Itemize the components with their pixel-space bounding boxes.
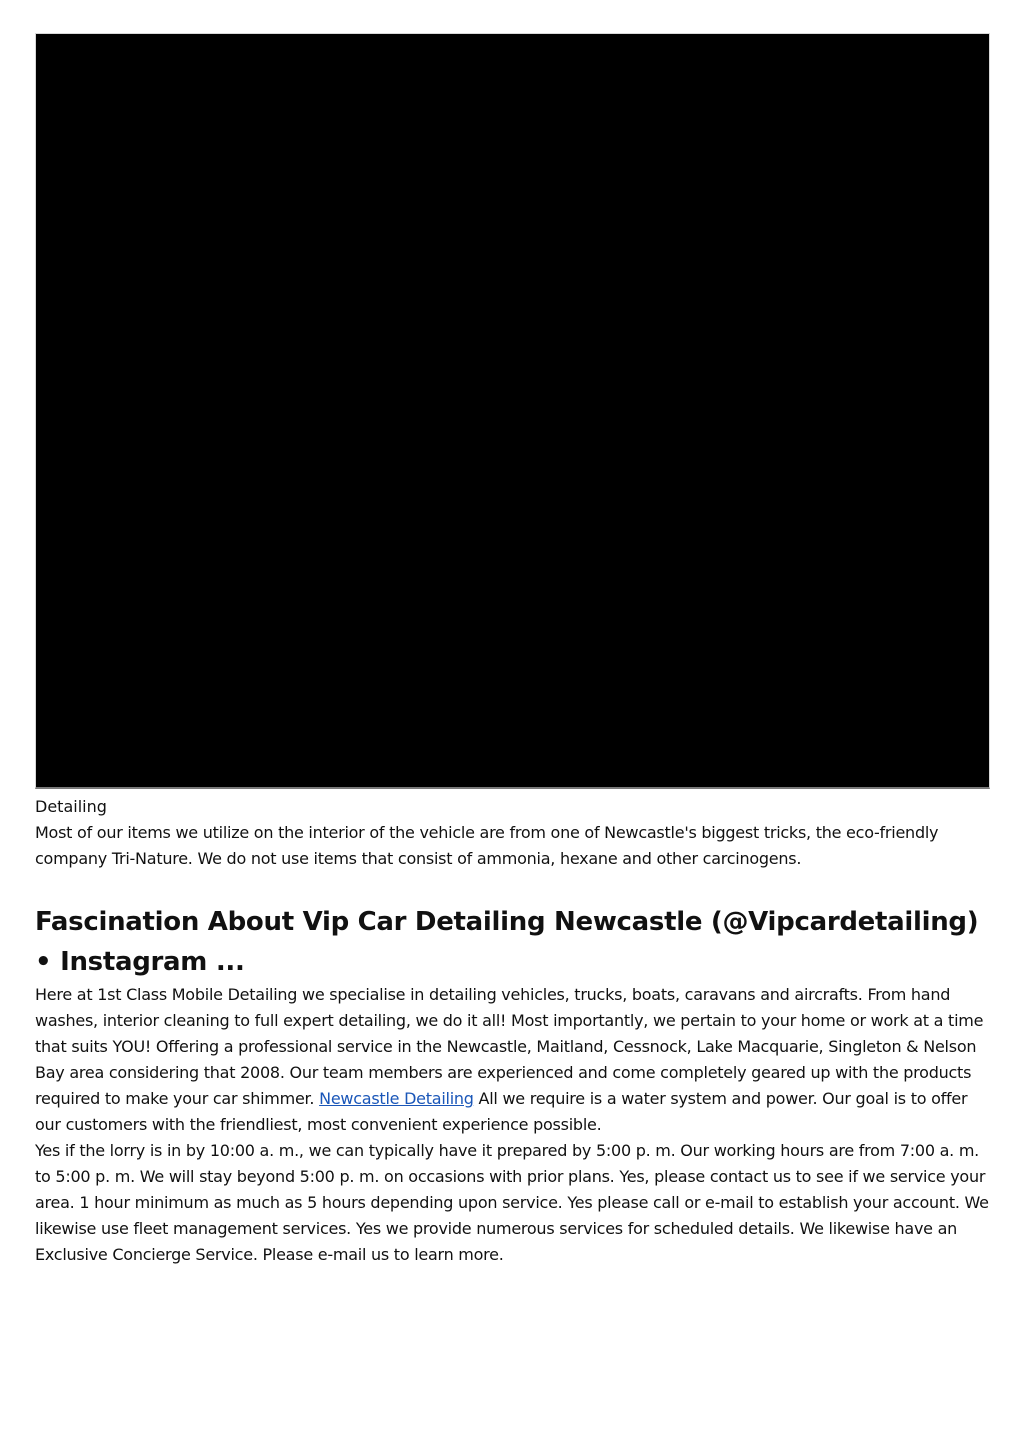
article-paragraph-2: Yes if the lorry is in by 10:00 a. m., we can typically have it prepared by 5:00 p. m. Our working hours are from 7:00 a. m. to 5:00 p. m. We will stay beyond 5:00 p. m. on occasions with prior plans. Yes, please contact us to see if we service your area. 1 hour minimum as much as 5 hours depending upon service. Yes please call or e-mail to establish your account. We likewise use fleet management services. Yes we provide numerous services for scheduled details. We likewise have an Exclusive Concierge Service. Please e-mail us to learn more. xyxy=(35,1141,989,1264)
newcastle-detailing-link[interactable]: Newcastle Detailing xyxy=(319,1089,474,1108)
hero-image xyxy=(35,33,990,789)
paragraph-1-text-before-link: Here at 1st Class Mobile Detailing we specialise in detailing vehicles, trucks, boats, caravans and aircrafts. From hand washes, interior cleaning to full expert detailing, we do it all! Most importantly, we pertain to your home or work at a time that suits YOU! Offering a professional service in the Newcastle, Maitland, Cessnock, Lake Macquarie, Singleton & Nelson Bay area considering that 2008. Our team members are experienced and come completely geared up with the products required to make your car shimmer. xyxy=(35,985,984,1108)
image-caption: Detailing xyxy=(35,797,107,816)
article-paragraph-1 xyxy=(35,982,991,1138)
article-heading: Fascination About Vip Car Detailing Newcastle (@Vipcardetailing) • Instagram ... xyxy=(35,907,979,977)
paragraph-1-text-after-link: All we require is a water system and power. Our goal is to offer our customers with the friendliest, most convenient experience possible. xyxy=(35,1089,968,1134)
intro-paragraph: Most of our items we utilize on the interior of the vehicle are from one of Newcastle's biggest tricks, the eco-friendly company Tri-Nature. We do not use items that consist of ammonia, hexane and other carcinogens. xyxy=(35,823,939,868)
document-page xyxy=(35,33,991,1268)
